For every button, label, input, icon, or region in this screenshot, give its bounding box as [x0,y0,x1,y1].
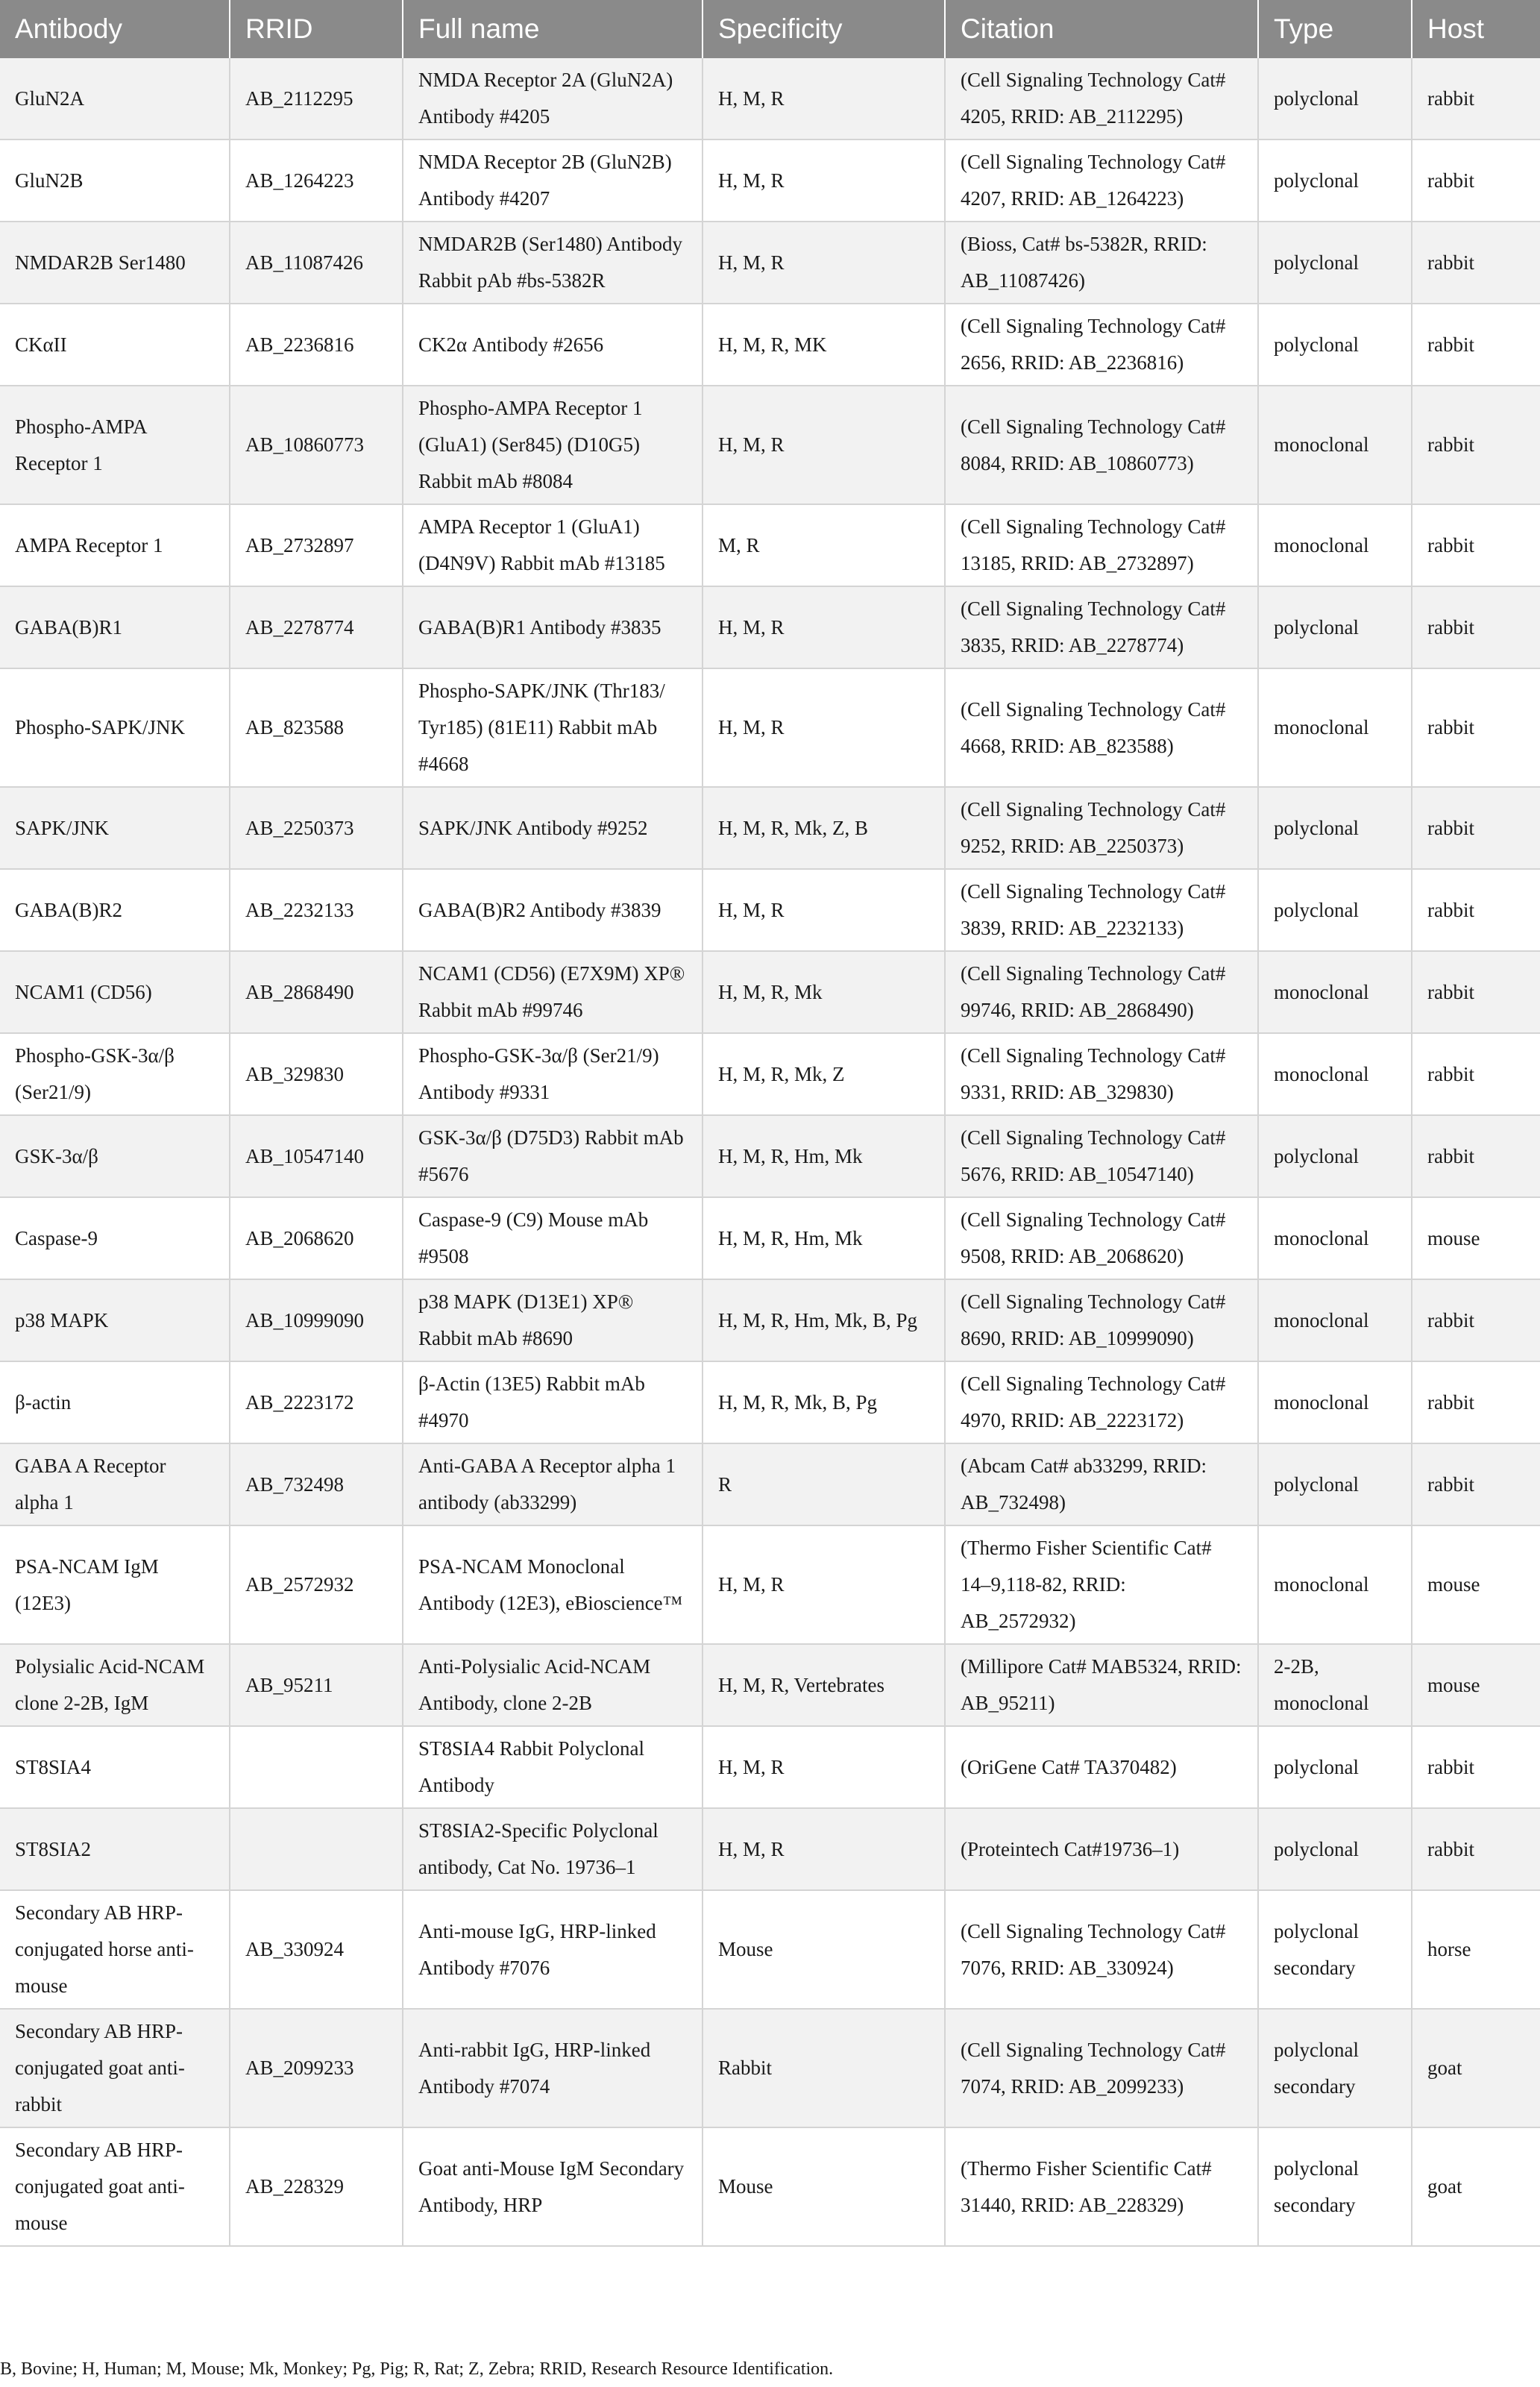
cell-full-name: Anti-rabbit IgG, HRP-linked Antibody #7074 [403,2009,703,2127]
cell-rrid: AB_10860773 [230,386,403,504]
cell-antibody: GluN2B [0,139,230,222]
cell-antibody: Phospho-SAPK/JNK [0,668,230,787]
cell-citation: (Cell Signaling Technology Cat# 99746, RRID: AB_2868490) [945,951,1258,1033]
cell-specificity: H, M, R [703,222,945,304]
cell-antibody: GSK-3α/β [0,1115,230,1197]
table-row [0,1197,1540,1279]
cell-rrid [230,1808,403,1890]
cell-antibody: NCAM1 (CD56) [0,951,230,1033]
cell-host: rabbit [1412,58,1540,139]
cell-full-name: AMPA Receptor 1 (GluA1) (D4N9V) Rabbit mAb #13185 [403,504,703,586]
cell-antibody: NMDAR2B Ser1480 [0,222,230,304]
cell-full-name: Anti-Polysialic Acid-NCAM Antibody, clone 2-2B [403,1644,703,1726]
cell-specificity: H, M, R, Mk, Z [703,1033,945,1115]
cell-specificity: Mouse [703,2127,945,2246]
cell-full-name: NMDAR2B (Ser1480) Antibody Rabbit pAb #bs-5382R [403,222,703,304]
header-specificity: Specificity [703,0,945,58]
table-row [0,586,1540,668]
cell-specificity: M, R [703,504,945,586]
cell-antibody: p38 MAPK [0,1279,230,1361]
table-row [0,1115,1540,1197]
cell-citation: (Cell Signaling Technology Cat# 9331, RRID: AB_329830) [945,1033,1258,1115]
cell-citation: (Cell Signaling Technology Cat# 3835, RRID: AB_2278774) [945,586,1258,668]
cell-specificity: H, M, R, Mk [703,951,945,1033]
cell-type: polyclonal secondary [1258,2127,1412,2246]
cell-specificity: R [703,1443,945,1525]
table-row [0,222,1540,304]
table-row [0,1443,1540,1525]
cell-full-name: NCAM1 (CD56) (E7X9M) XP® Rabbit mAb #99746 [403,951,703,1033]
cell-host: rabbit [1412,222,1540,304]
cell-citation: (Cell Signaling Technology Cat# 8690, RRID: AB_10999090) [945,1279,1258,1361]
cell-full-name: GSK-3α/β (D75D3) Rabbit mAb #5676 [403,1115,703,1197]
cell-rrid: AB_2232133 [230,869,403,951]
cell-type: polyclonal [1258,1443,1412,1525]
cell-type: polyclonal [1258,586,1412,668]
cell-citation: (Cell Signaling Technology Cat# 4970, RRID: AB_2223172) [945,1361,1258,1443]
cell-rrid: AB_2112295 [230,58,403,139]
cell-full-name: Phospho-GSK-3α/β (Ser21/9) Antibody #9331 [403,1033,703,1115]
cell-citation: (Proteintech Cat#19736–1) [945,1808,1258,1890]
cell-citation: (Cell Signaling Technology Cat# 4205, RRID: AB_2112295) [945,58,1258,139]
cell-type: monoclonal [1258,1033,1412,1115]
cell-antibody: Polysialic Acid-NCAM clone 2-2B, IgM [0,1644,230,1726]
cell-host: horse [1412,1890,1540,2009]
cell-rrid: AB_2868490 [230,951,403,1033]
cell-citation: (Cell Signaling Technology Cat# 13185, RRID: AB_2732897) [945,504,1258,586]
table-row [0,668,1540,787]
table-header [0,0,1540,58]
cell-type: monoclonal [1258,1361,1412,1443]
cell-type: polyclonal secondary [1258,1890,1412,2009]
cell-citation: (Thermo Fisher Scientific Cat# 31440, RRID: AB_228329) [945,2127,1258,2246]
table-row [0,139,1540,222]
cell-host: rabbit [1412,668,1540,787]
cell-specificity: H, M, R, Mk, Z, B [703,787,945,869]
cell-type: monoclonal [1258,1279,1412,1361]
cell-specificity: H, M, R [703,586,945,668]
cell-full-name: GABA(B)R2 Antibody #3839 [403,869,703,951]
cell-citation: (Cell Signaling Technology Cat# 9508, RRID: AB_2068620) [945,1197,1258,1279]
cell-antibody: PSA-NCAM IgM (12E3) [0,1525,230,1644]
header-host: Host [1412,0,1540,58]
table-row [0,1525,1540,1644]
cell-type: polyclonal [1258,139,1412,222]
cell-full-name: PSA-NCAM Monoclonal Antibody (12E3), eBioscience™ [403,1525,703,1644]
cell-host: mouse [1412,1197,1540,1279]
cell-citation: (Cell Signaling Technology Cat# 7074, RRID: AB_2099233) [945,2009,1258,2127]
cell-full-name: GABA(B)R1 Antibody #3835 [403,586,703,668]
cell-specificity: H, M, R [703,668,945,787]
cell-specificity: H, M, R [703,1726,945,1808]
cell-host: mouse [1412,1525,1540,1644]
cell-type: polyclonal [1258,222,1412,304]
cell-host: mouse [1412,1644,1540,1726]
cell-host: rabbit [1412,304,1540,386]
cell-rrid: AB_2278774 [230,586,403,668]
cell-host: rabbit [1412,869,1540,951]
cell-specificity: H, M, R, Hm, Mk [703,1197,945,1279]
cell-full-name: Phospho-SAPK/JNK (Thr183/ Tyr185) (81E11) Rabbit mAb #4668 [403,668,703,787]
cell-specificity: H, M, R [703,139,945,222]
cell-specificity: H, M, R [703,869,945,951]
table-row [0,58,1540,139]
cell-specificity: Rabbit [703,2009,945,2127]
cell-antibody: AMPA Receptor 1 [0,504,230,586]
cell-host: goat [1412,2127,1540,2246]
cell-specificity: H, M, R, MK [703,304,945,386]
table-footnote: B, Bovine; H, Human; M, Mouse; Mk, Monkey; Pg, Pig; R, Rat; Z, Zebra; RRID, Research Resource Identification. [0,2359,834,2379]
cell-specificity: H, M, R [703,1808,945,1890]
table-row [0,2127,1540,2246]
cell-citation: (Bioss, Cat# bs-5382R, RRID: AB_11087426) [945,222,1258,304]
cell-full-name: ST8SIA2-Specific Polyclonal antibody, Cat No. 19736–1 [403,1808,703,1890]
cell-host: rabbit [1412,586,1540,668]
cell-citation: (Cell Signaling Technology Cat# 7076, RRID: AB_330924) [945,1890,1258,2009]
cell-antibody: GABA(B)R1 [0,586,230,668]
cell-type: 2-2B, monoclonal [1258,1644,1412,1726]
cell-citation: (Cell Signaling Technology Cat# 4668, RRID: AB_823588) [945,668,1258,787]
cell-full-name: NMDA Receptor 2A (GluN2A) Antibody #4205 [403,58,703,139]
table-row [0,869,1540,951]
cell-type: monoclonal [1258,668,1412,787]
cell-antibody: GluN2A [0,58,230,139]
cell-citation: (Cell Signaling Technology Cat# 8084, RRID: AB_10860773) [945,386,1258,504]
cell-rrid: AB_329830 [230,1033,403,1115]
cell-full-name: ST8SIA4 Rabbit Polyclonal Antibody [403,1726,703,1808]
cell-antibody: Phospho-AMPA Receptor 1 [0,386,230,504]
cell-citation: (Cell Signaling Technology Cat# 5676, RRID: AB_10547140) [945,1115,1258,1197]
cell-specificity: H, M, R [703,1525,945,1644]
table-row [0,1644,1540,1726]
cell-antibody: Secondary AB HRP-conjugated goat anti-mouse [0,2127,230,2246]
cell-specificity: H, M, R, Mk, B, Pg [703,1361,945,1443]
cell-rrid: AB_2250373 [230,787,403,869]
table-row [0,951,1540,1033]
cell-host: goat [1412,2009,1540,2127]
cell-antibody: Secondary AB HRP-conjugated goat anti-rabbit [0,2009,230,2127]
cell-full-name: NMDA Receptor 2B (GluN2B) Antibody #4207 [403,139,703,222]
cell-full-name: SAPK/JNK Antibody #9252 [403,787,703,869]
cell-full-name: Anti-mouse IgG, HRP-linked Antibody #7076 [403,1890,703,2009]
cell-host: rabbit [1412,1033,1540,1115]
cell-rrid: AB_732498 [230,1443,403,1525]
cell-rrid: AB_2732897 [230,504,403,586]
cell-type: monoclonal [1258,504,1412,586]
cell-antibody: Phospho-GSK-3α/β (Ser21/9) [0,1033,230,1115]
table-row [0,304,1540,386]
cell-specificity: H, M, R, Hm, Mk [703,1115,945,1197]
cell-full-name: β-Actin (13E5) Rabbit mAb #4970 [403,1361,703,1443]
cell-type: polyclonal [1258,1808,1412,1890]
table-row [0,787,1540,869]
cell-host: rabbit [1412,1726,1540,1808]
cell-host: rabbit [1412,1443,1540,1525]
cell-citation: (Cell Signaling Technology Cat# 9252, RRID: AB_2250373) [945,787,1258,869]
table-row [0,2009,1540,2127]
table-row [0,1808,1540,1890]
cell-type: monoclonal [1258,951,1412,1033]
cell-rrid: AB_10547140 [230,1115,403,1197]
header-row [0,0,1540,58]
cell-antibody: Secondary AB HRP-conjugated horse anti-mouse [0,1890,230,2009]
cell-specificity: H, M, R [703,58,945,139]
cell-host: rabbit [1412,951,1540,1033]
cell-type: polyclonal [1258,1726,1412,1808]
cell-full-name: CK2α Antibody #2656 [403,304,703,386]
cell-citation: (Thermo Fisher Scientific Cat# 14–9,118-82, RRID: AB_2572932) [945,1525,1258,1644]
cell-type: polyclonal [1258,787,1412,869]
cell-rrid: AB_2223172 [230,1361,403,1443]
cell-type: polyclonal [1258,869,1412,951]
cell-host: rabbit [1412,1808,1540,1890]
cell-type: polyclonal [1258,304,1412,386]
cell-rrid: AB_95211 [230,1644,403,1726]
cell-host: rabbit [1412,1279,1540,1361]
cell-host: rabbit [1412,1115,1540,1197]
cell-host: rabbit [1412,504,1540,586]
cell-citation: (Cell Signaling Technology Cat# 3839, RRID: AB_2232133) [945,869,1258,951]
cell-antibody: β-actin [0,1361,230,1443]
table-row [0,1033,1540,1115]
cell-rrid: AB_2572932 [230,1525,403,1644]
cell-rrid [230,1726,403,1808]
cell-type: monoclonal [1258,386,1412,504]
cell-specificity: H, M, R [703,386,945,504]
cell-rrid: AB_228329 [230,2127,403,2246]
header-antibody: Antibody [0,0,230,58]
cell-rrid: AB_10999090 [230,1279,403,1361]
cell-antibody: ST8SIA4 [0,1726,230,1808]
cell-antibody: GABA(B)R2 [0,869,230,951]
cell-citation: (Millipore Cat# MAB5324, RRID: AB_95211) [945,1644,1258,1726]
cell-rrid: AB_1264223 [230,139,403,222]
cell-citation: (OriGene Cat# TA370482) [945,1726,1258,1808]
cell-host: rabbit [1412,139,1540,222]
cell-host: rabbit [1412,386,1540,504]
table-row [0,504,1540,586]
cell-rrid: AB_2236816 [230,304,403,386]
cell-antibody: ST8SIA2 [0,1808,230,1890]
cell-type: monoclonal [1258,1197,1412,1279]
cell-antibody: GABA A Receptor alpha 1 [0,1443,230,1525]
table-row [0,1279,1540,1361]
cell-citation: (Abcam Cat# ab33299, RRID: AB_732498) [945,1443,1258,1525]
cell-rrid: AB_2099233 [230,2009,403,2127]
cell-full-name: Anti-GABA A Receptor alpha 1 antibody (ab33299) [403,1443,703,1525]
header-citation: Citation [945,0,1258,58]
cell-antibody: CKαII [0,304,230,386]
header-rrid: RRID [230,0,403,58]
cell-citation: (Cell Signaling Technology Cat# 2656, RRID: AB_2236816) [945,304,1258,386]
cell-full-name: p38 MAPK (D13E1) XP® Rabbit mAb #8690 [403,1279,703,1361]
table-row [0,386,1540,504]
table-row [0,1726,1540,1808]
cell-host: rabbit [1412,1361,1540,1443]
cell-rrid: AB_2068620 [230,1197,403,1279]
cell-host: rabbit [1412,787,1540,869]
cell-type: monoclonal [1258,1525,1412,1644]
cell-full-name: Caspase-9 (C9) Mouse mAb #9508 [403,1197,703,1279]
cell-full-name: Goat anti-Mouse IgM Secondary Antibody, HRP [403,2127,703,2246]
cell-specificity: H, M, R, Hm, Mk, B, Pg [703,1279,945,1361]
cell-full-name: Phospho-AMPA Receptor 1 (GluA1) (Ser845) (D10G5) Rabbit mAb #8084 [403,386,703,504]
cell-citation: (Cell Signaling Technology Cat# 4207, RRID: AB_1264223) [945,139,1258,222]
cell-type: polyclonal [1258,58,1412,139]
header-type: Type [1258,0,1412,58]
header-full-name: Full name [403,0,703,58]
table-row [0,1361,1540,1443]
cell-antibody: Caspase-9 [0,1197,230,1279]
table-body [0,58,1540,2246]
cell-specificity: H, M, R, Vertebrates [703,1644,945,1726]
cell-specificity: Mouse [703,1890,945,2009]
cell-rrid: AB_330924 [230,1890,403,2009]
cell-type: polyclonal [1258,1115,1412,1197]
cell-antibody: SAPK/JNK [0,787,230,869]
cell-type: polyclonal secondary [1258,2009,1412,2127]
table-row [0,1890,1540,2009]
cell-rrid: AB_823588 [230,668,403,787]
cell-rrid: AB_11087426 [230,222,403,304]
